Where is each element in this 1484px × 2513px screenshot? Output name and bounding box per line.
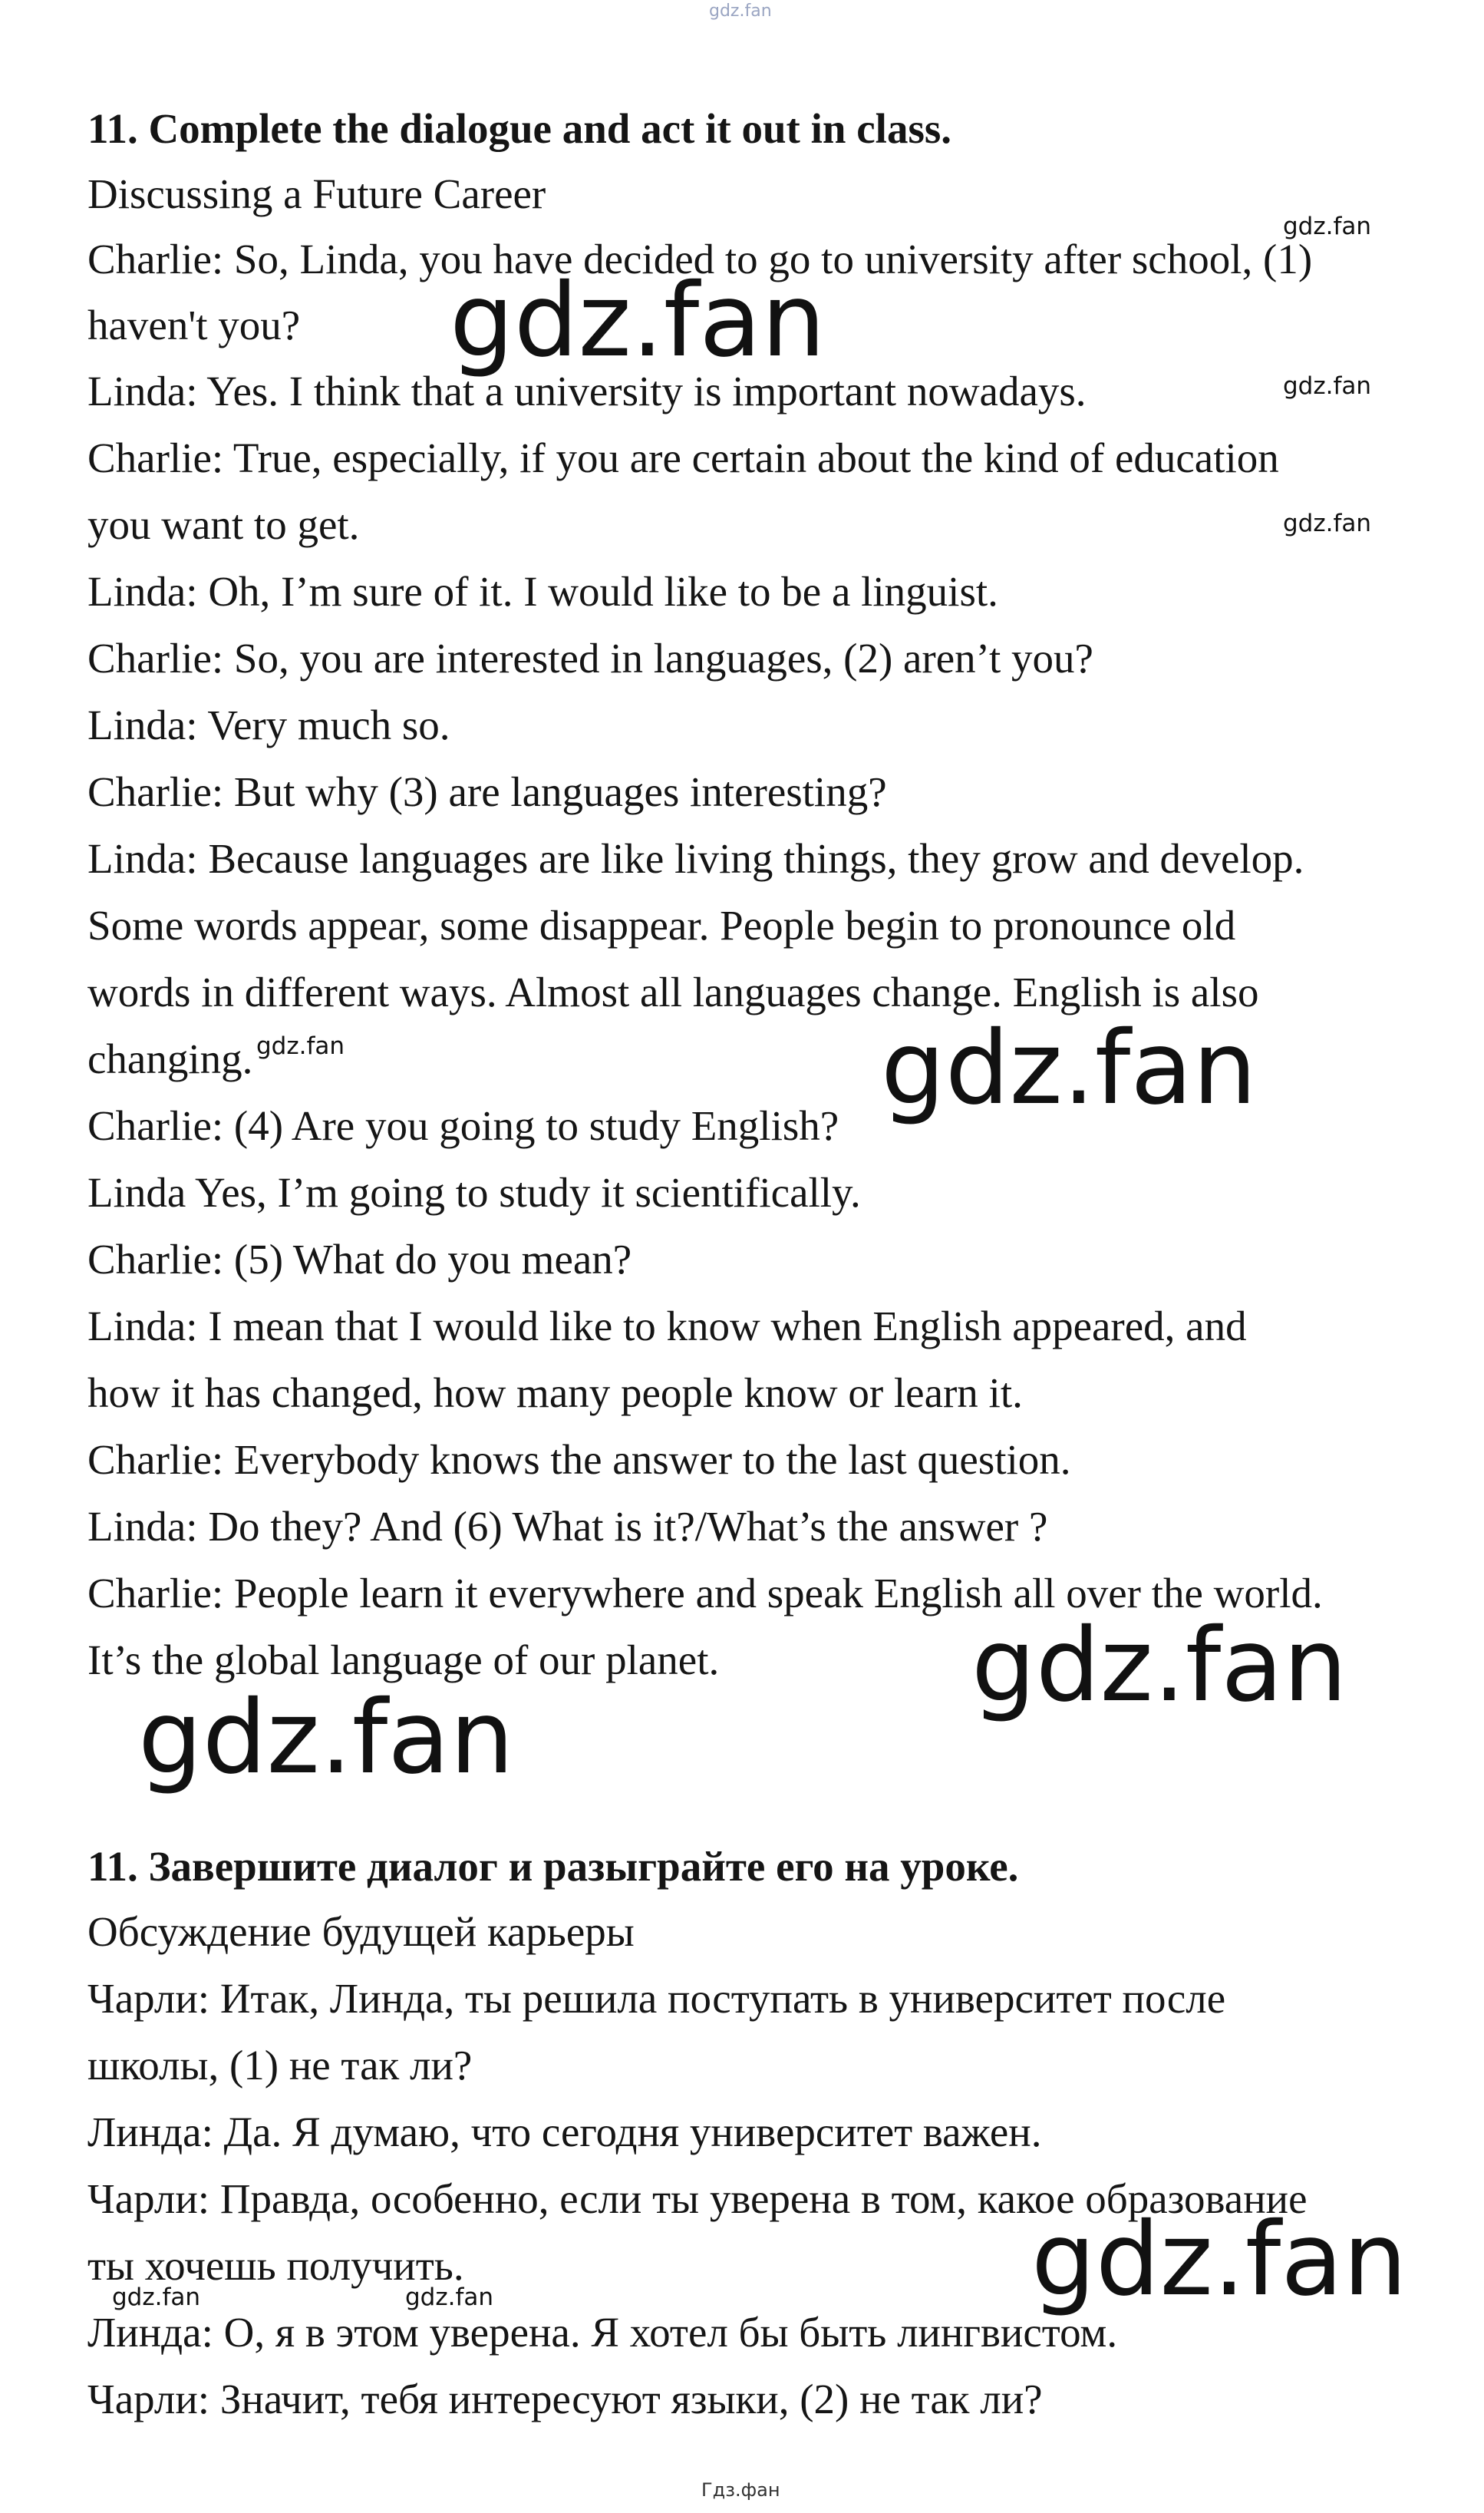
russian-line: Чарли: Итак, Линда, ты решила поступать в университет после: [87, 1975, 1226, 2022]
english-line: changing.: [87, 1035, 253, 1082]
english-heading: 11. Complete the dialogue and act it out in class.: [87, 105, 951, 152]
english-line: words in different ways. Almost all languages change. English is also: [87, 969, 1259, 1015]
large-watermark: gdz.fan: [450, 262, 826, 380]
small-watermark: gdz.fan: [112, 2283, 201, 2311]
english-line: Charlie: People learn it everywhere and speak English all over the world.: [87, 1570, 1323, 1616]
english-line: Some words appear, some disappear. People begin to pronounce old: [87, 902, 1236, 949]
small-watermark: gdz.fan: [405, 2283, 494, 2311]
english-line: haven't you?: [87, 302, 301, 348]
english-line: Charlie: (5) What do you mean?: [87, 1236, 632, 1283]
english-line: Linda Yes, I’m going to study it scientifically.: [87, 1169, 861, 1216]
footer-watermark: Гдз.фан: [701, 2479, 780, 2501]
large-watermark: gdz.fan: [971, 1607, 1347, 1725]
english-line: Linda: Oh, I’m sure of it. I would like to be a linguist.: [87, 568, 998, 615]
english-line: Linda: Do they? And (6) What is it?/What’s the answer ?: [87, 1503, 1048, 1550]
english-line: how it has changed, how many people know or learn it.: [87, 1369, 1023, 1416]
english-line: Discussing a Future Career: [87, 170, 546, 217]
russian-line: Обсуждение будущей карьеры: [87, 1908, 635, 1955]
english-line: Charlie: So, Linda, you have decided to go to university after school, (1): [87, 236, 1313, 282]
english-line: Linda: I mean that I would like to know when English appeared, and: [87, 1303, 1247, 1349]
large-watermark: gdz.fan: [881, 1009, 1257, 1128]
small-watermark: gdz.fan: [1283, 510, 1372, 537]
large-watermark: gdz.fan: [1031, 2201, 1407, 2319]
top-watermark: gdz.fan: [709, 2, 772, 21]
small-watermark: gdz.fan: [1283, 213, 1372, 240]
russian-line: Линда: О, я в этом уверена. Я хотел бы быть лингвистом.: [87, 2309, 1118, 2356]
russian-line: Чарли: Правда, особенно, если ты уверена в том, какое образование: [87, 2175, 1308, 2222]
russian-line: Линда: Да. Я думаю, что сегодня университет важен.: [87, 2108, 1042, 2155]
english-line: Linda: Very much so.: [87, 702, 450, 748]
large-watermark: gdz.fan: [138, 1679, 514, 1797]
english-line: Charlie: True, especially, if you are certain about the kind of education: [87, 434, 1279, 481]
russian-heading: 11. Завершите диалог и разыграйте его на уроке.: [87, 1843, 1019, 1890]
english-line: Charlie: But why (3) are languages interesting?: [87, 768, 887, 815]
english-line: you want to get.: [87, 501, 360, 548]
english-line: Linda: Because languages are like living things, they grow and develop.: [87, 835, 1304, 882]
small-watermark: gdz.fan: [256, 1032, 345, 1060]
russian-line: ты хочешь получить.: [87, 2242, 464, 2289]
russian-line: школы, (1) не так ли?: [87, 2042, 473, 2089]
english-line: It’s the global language of our planet.: [87, 1636, 720, 1683]
english-line: Charlie: So, you are interested in languages, (2) aren’t you?: [87, 635, 1093, 682]
russian-line: Чарли: Значит, тебя интересуют языки, (2) не так ли?: [87, 2376, 1043, 2422]
english-line: Charlie: (4) Are you going to study English?: [87, 1102, 839, 1149]
english-line: Charlie: Everybody knows the answer to the last question.: [87, 1436, 1071, 1483]
english-line: Linda: Yes. I think that a university is important nowadays.: [87, 368, 1087, 414]
small-watermark: gdz.fan: [1283, 372, 1372, 400]
